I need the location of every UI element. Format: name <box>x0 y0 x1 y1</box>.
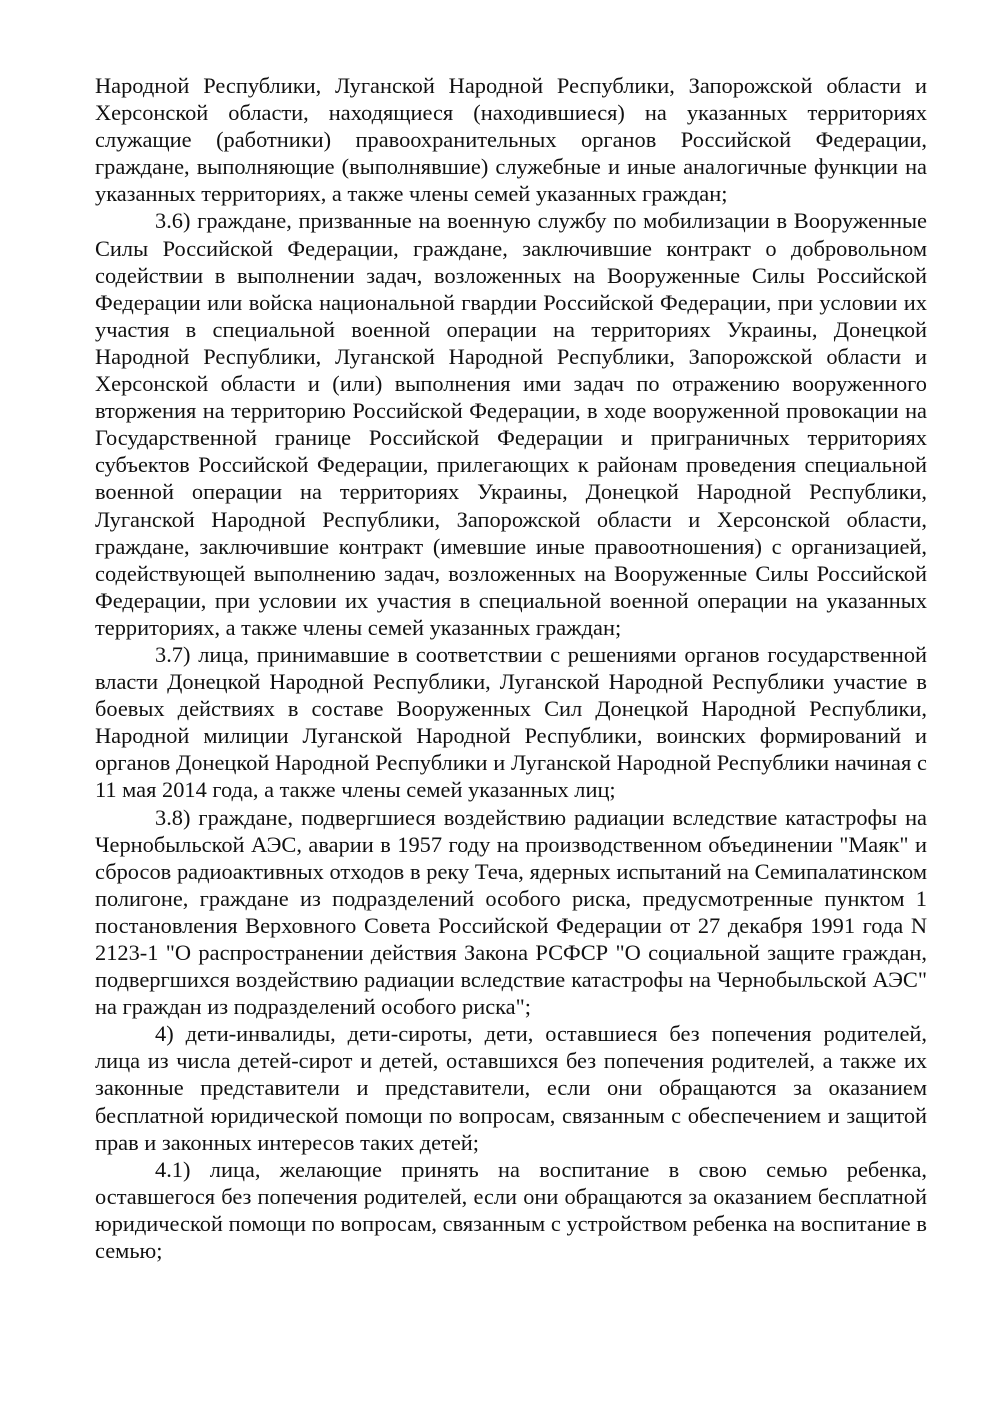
paragraph-item-3-6: 3.6) граждане, призванные на военную службу по мобилизации в Вооруженные Силы Российской Федерации, граждане, заключившие контракт о добровольном содействии в выполнении задач, возложенных на Вооруженные Силы Российской Федерации или войска национальной гвардии Российской Федерации, при условии их участия в специальной военной операции на территориях Украины, Донецкой Народной Республики, Луганской Народной Республики, Запорожской области и Херсонской области и (или) выполнения ими задач по отражению вооруженного вторжения на территорию Российской Федерации, в ходе вооруженной провокации на Государственной границе Российской Федерации и приграничных территориях субъектов Российской Федерации, прилегающих к районам проведения специальной военной операции на территориях Украины, Донецкой Народной Республики, Луганской Народной Республики, Запорожской области и Херсонской области, граждане, заключившие контракт (имевшие иные правоотношения) с организацией, содействующей выполнению задач, возложенных на Вооруженные Силы Российской Федерации, при условии их участия в специальной военной операции на указанных территориях, а также члены семей указанных граждан; <box>95 208 927 640</box>
paragraph-continuation: Народной Республики, Луганской Народной Республики, Запорожской области и Херсонской области, находящиеся (находившиеся) на указанных территориях служащие (работники) правоохранительных органов Российской Федерации, граждане, выполняющие (выполнявшие) служебные и иные аналогичные функции на указанных территориях, а также члены семей указанных граждан; <box>95 73 927 207</box>
paragraph-item-4: 4) дети-инвалиды, дети-сироты, дети, оставшиеся без попечения родителей, лица из числа детей-сирот и детей, оставшихся без попечения родителей, а также их законные представители и представители, если они обращаются за оказанием бесплатной юридической помощи по вопросам, связанным с обеспечением и защитой прав и законных интересов таких детей; <box>95 1021 927 1155</box>
document-page <box>95 72 927 1264</box>
paragraph-item-3-8: 3.8) граждане, подвергшиеся воздействию радиации вследствие катастрофы на Чернобыльской АЭС, аварии в 1957 году на производственном объединении "Маяк" и сбросов радиоактивных отходов в реку Теча, ядерных испытаний на Семипалатинском полигоне, граждане из подразделений особого риска, предусмотренные пунктом 1 постановления Верховного Совета Российской Федерации от 27 декабря 1991 года N 2123-1 "О распространении действия Закона РСФСР "О социальной защите граждан, подвергшихся воздействию радиации вследствие катастрофы на Чернобыльской АЭС" на граждан из подразделений особого риска"; <box>95 804 927 1020</box>
paragraph-item-4-1: 4.1) лица, желающие принять на воспитание в свою семью ребенка, оставшегося без попечения родителей, если они обращаются за оказанием бесплатной юридической помощи по вопросам, связанным с устройством ребенка на воспитание в семью; <box>95 1156 927 1264</box>
paragraph-item-3-7: 3.7) лица, принимавшие в соответствии с решениями органов государственной власти Донецкой Народной Республики, Луганской Народной Республики участие в боевых действиях в составе Вооруженных Сил Донецкой Народной Республики, Народной милиции Луганской Народной Республики, воинских формирований и органов Донецкой Народной Республики и Луганской Народной Республики начиная с 11 мая 2014 года, а также члены семей указанных лиц; <box>95 641 927 803</box>
